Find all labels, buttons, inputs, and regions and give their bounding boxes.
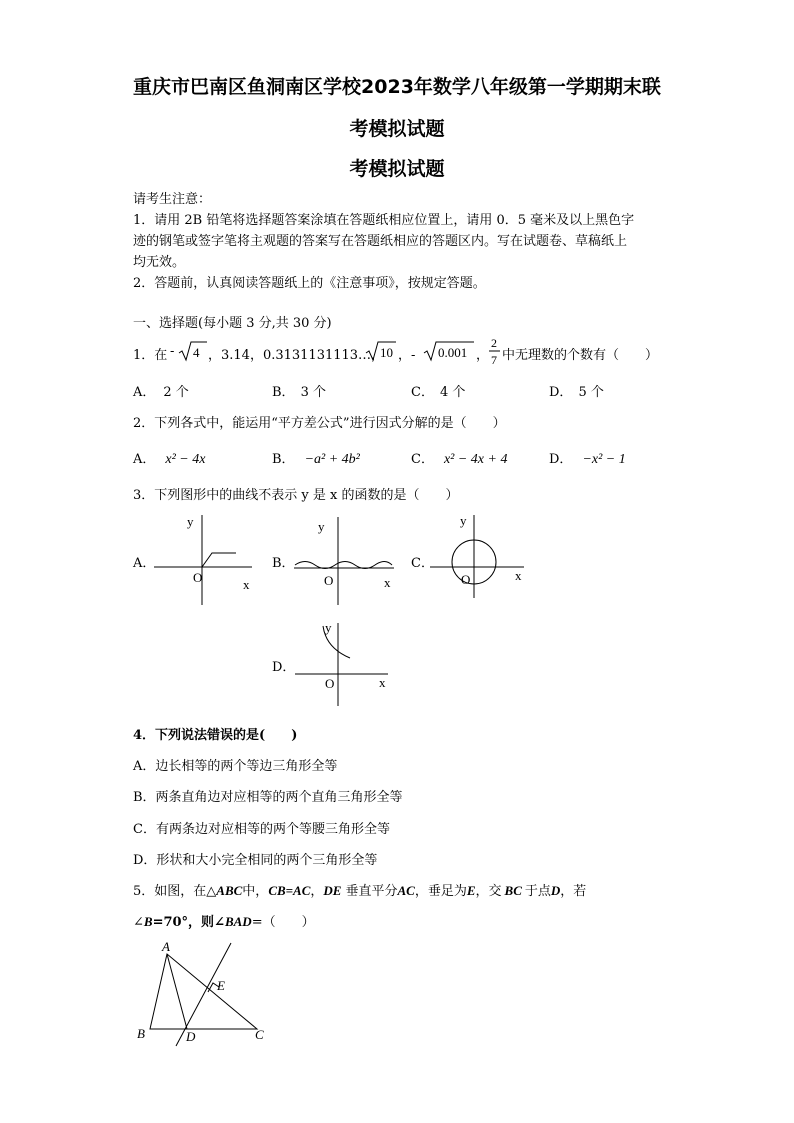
svg-text:O: O <box>324 573 334 588</box>
svg-text:O: O <box>461 572 471 587</box>
svg-text:7: 7 <box>491 353 497 367</box>
sqrt-4 <box>178 339 208 363</box>
question-1-middle-numbers: ，3.14，0.3131131113…， <box>208 348 385 363</box>
graph-d <box>292 618 397 708</box>
svg-text:x: x <box>243 577 250 592</box>
q2-option-d: D． −x² − 1 <box>549 452 626 467</box>
page-title-line3: 考模拟试题 <box>349 158 445 180</box>
page-title-line2: 考模拟试题 <box>349 118 445 140</box>
q1-option-b: B． 3 个 <box>272 385 326 400</box>
svg-text:x: x <box>515 568 522 583</box>
q1-option-a: A． 2 个 <box>133 385 189 400</box>
svg-text:x: x <box>384 575 391 590</box>
question-1-minus: - <box>170 344 175 359</box>
q4-option-b: B．两条直角边对应相等的两个直角三角形全等 <box>133 790 403 805</box>
graph-b <box>290 515 400 607</box>
graph-a <box>150 510 260 605</box>
svg-text:D: D <box>186 1029 196 1044</box>
notice-item-1-line-1: 1．请用 2B 铅笔将选择题答案涂填在答题纸相应位置上，请用 0．5 毫米及以上黑色字 <box>133 213 635 228</box>
notice-item-1-line-3: 均无效。 <box>133 255 186 270</box>
triangle-figure <box>130 938 280 1053</box>
q2-option-a: A． x² − 4x <box>133 452 206 467</box>
svg-text:10: 10 <box>380 345 393 360</box>
question-1-minus-2: ，- <box>398 348 416 363</box>
q3-label-c: C． <box>411 556 434 571</box>
q1-option-c: C． 4 个 <box>411 385 466 400</box>
q3-label-d: D． <box>272 660 296 675</box>
q3-label-b: B． <box>272 556 295 571</box>
q4-option-d: D．形状和大小完全相同的两个三角形全等 <box>133 853 378 868</box>
sqrt-0-001 <box>423 339 475 363</box>
svg-text:C: C <box>255 1027 264 1042</box>
svg-text:2: 2 <box>491 336 497 350</box>
notice-item-1-line-2: 迹的钢笔或签字笔将主观题的答案写在答题纸相应的答题区内。写在试题卷、草稿纸上 <box>133 234 628 249</box>
notice-heading: 请考生注意： <box>133 192 212 207</box>
svg-text:y: y <box>325 620 332 635</box>
question-1-tail: 中无理数的个数有（ ） <box>502 348 659 363</box>
question-1-comma: ， <box>476 348 490 363</box>
svg-text:O: O <box>325 676 335 691</box>
sqrt-10 <box>365 339 397 363</box>
svg-text:E: E <box>217 978 225 993</box>
svg-text:0.001: 0.001 <box>438 345 468 360</box>
svg-text:y: y <box>318 519 325 534</box>
svg-text:B: B <box>137 1026 145 1041</box>
svg-text:4: 4 <box>193 345 200 360</box>
graph-c <box>428 510 538 600</box>
page-title: 重庆市巴南区鱼洞南区学校2023年数学八年级第一学期期末联 <box>133 76 661 98</box>
q3-label-a: A． <box>133 556 156 571</box>
q4-option-c: C．有两条边对应相等的两个等腰三角形全等 <box>133 822 390 837</box>
question-2: 2．下列各式中，能运用“平方差公式”进行因式分解的是（ ） <box>133 416 506 431</box>
q2-option-b: B． −a² + 4b² <box>272 452 360 467</box>
svg-text:y: y <box>187 514 194 529</box>
fraction-2-over-7 <box>488 334 502 368</box>
question-3: 3．下列图形中的曲线不表示 y 是 x 的函数的是（ ） <box>133 488 459 503</box>
q1-option-d: D． 5 个 <box>549 385 604 400</box>
svg-text:y: y <box>460 513 467 528</box>
question-5-line-1: 5．如图，在△ABC中，CB=AC，DE 垂直平分AC，垂足为E，交 BC 于点D，若 <box>133 883 587 899</box>
question-4: 4．下列说法错误的是( ) <box>133 728 298 743</box>
q4-option-a: A．边长相等的两个等边三角形全等 <box>133 759 338 774</box>
question-1-number: 1．在 <box>133 348 168 363</box>
svg-text:x: x <box>379 675 386 690</box>
question-5-line-2: ∠B=70°，则∠BAD=（ ） <box>133 914 315 930</box>
notice-item-2: 2．答题前，认真阅读答题纸上的《注意事项》，按规定答题。 <box>133 276 486 291</box>
section-heading: 一、选择题(每小题 3 分,共 30 分) <box>133 316 332 331</box>
svg-text:A: A <box>162 939 170 954</box>
q2-option-c: C． x² − 4x + 4 <box>411 452 508 467</box>
svg-text:O: O <box>193 570 203 585</box>
